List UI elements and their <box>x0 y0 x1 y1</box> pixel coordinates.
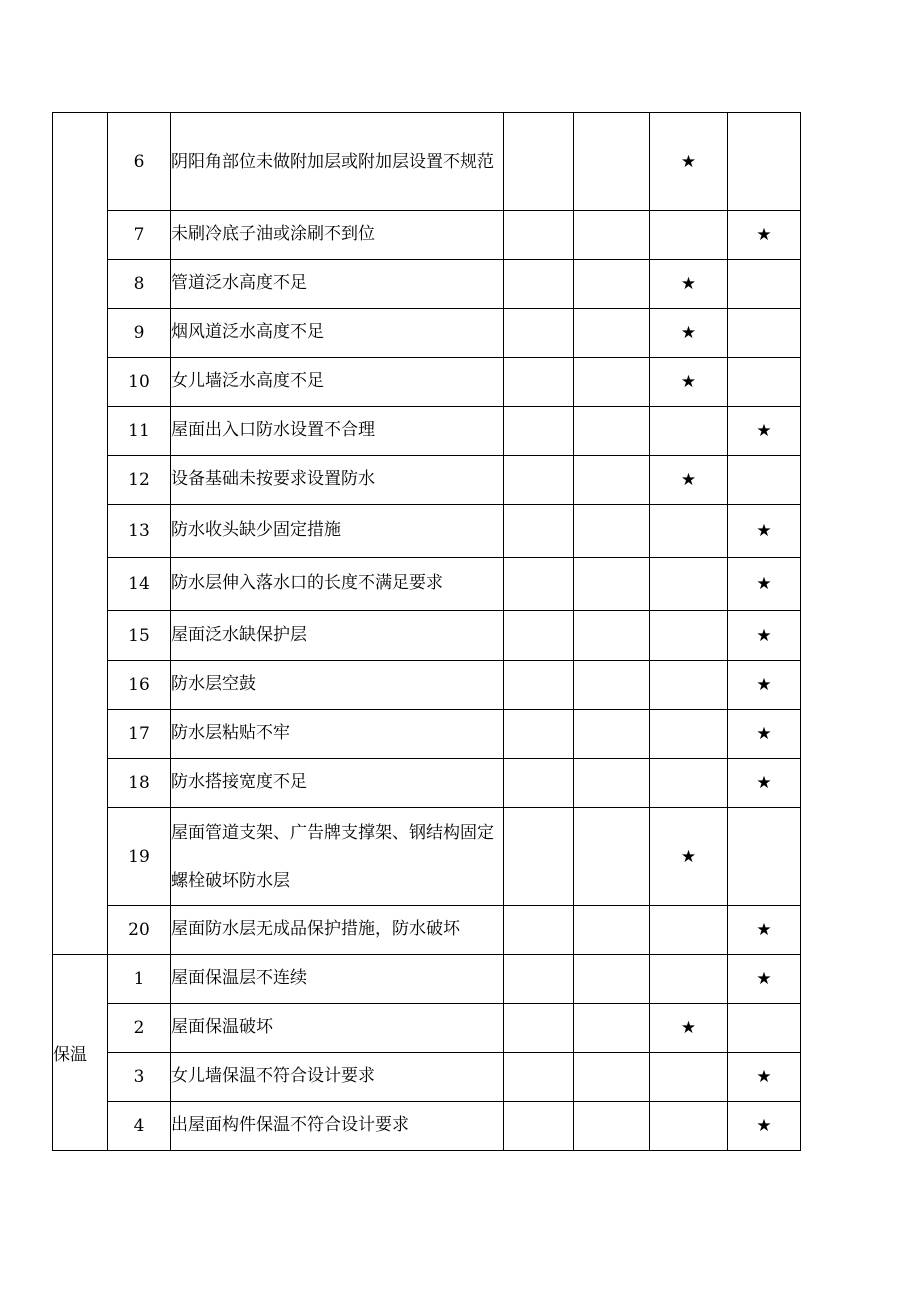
table-row <box>53 906 801 955</box>
grade-cell-3 <box>650 611 728 661</box>
grade-cell-1 <box>504 759 574 808</box>
item-description: 屋面保温层不连续 <box>171 955 504 1004</box>
grade-cell-4 <box>728 456 801 505</box>
grade-cell-2 <box>574 309 650 358</box>
grade-cell-1 <box>504 407 574 456</box>
table-row <box>53 309 801 358</box>
grade-cell-1 <box>504 955 574 1004</box>
item-description: 防水层粘贴不牢 <box>171 710 504 759</box>
grade-cell-4 <box>728 309 801 358</box>
grade-cell-3: ★ <box>650 113 728 211</box>
table-row <box>53 358 801 407</box>
grade-cell-2 <box>574 211 650 260</box>
grade-cell-1 <box>504 661 574 710</box>
grade-cell-4: ★ <box>728 661 801 710</box>
defect-table <box>52 112 801 1151</box>
grade-cell-3: ★ <box>650 309 728 358</box>
item-description: 屋面保温破坏 <box>171 1004 504 1053</box>
grade-cell-3 <box>650 1102 728 1151</box>
grade-cell-4: ★ <box>728 955 801 1004</box>
item-number: 20 <box>108 906 171 955</box>
item-description: 屋面出入口防水设置不合理 <box>171 407 504 456</box>
table-row <box>53 661 801 710</box>
item-number: 16 <box>108 661 171 710</box>
item-description: 防水搭接宽度不足 <box>171 759 504 808</box>
item-description: 烟风道泛水高度不足 <box>171 309 504 358</box>
table-row <box>53 808 801 906</box>
item-description: 屋面防水层无成品保护措施，防水破坏 <box>171 906 504 955</box>
item-number: 12 <box>108 456 171 505</box>
item-number: 7 <box>108 211 171 260</box>
grade-cell-4: ★ <box>728 710 801 759</box>
item-description: 管道泛水高度不足 <box>171 260 504 309</box>
grade-cell-2 <box>574 558 650 611</box>
grade-cell-4: ★ <box>728 1102 801 1151</box>
item-description: 设备基础未按要求设置防水 <box>171 456 504 505</box>
table-row <box>53 407 801 456</box>
grade-cell-2 <box>574 1004 650 1053</box>
grade-cell-2 <box>574 260 650 309</box>
grade-cell-4 <box>728 260 801 309</box>
grade-cell-1 <box>504 558 574 611</box>
grade-cell-1 <box>504 211 574 260</box>
grade-cell-1 <box>504 505 574 558</box>
table-row <box>53 558 801 611</box>
grade-cell-2 <box>574 808 650 906</box>
item-number: 17 <box>108 710 171 759</box>
grade-cell-1 <box>504 1053 574 1102</box>
grade-cell-4: ★ <box>728 1053 801 1102</box>
table-row <box>53 759 801 808</box>
category-cell-waterproofing <box>53 113 108 955</box>
grade-cell-2 <box>574 759 650 808</box>
grade-cell-4: ★ <box>728 906 801 955</box>
item-number: 6 <box>108 113 171 211</box>
grade-cell-3: ★ <box>650 808 728 906</box>
grade-cell-4: ★ <box>728 407 801 456</box>
item-number: 13 <box>108 505 171 558</box>
grade-cell-2 <box>574 113 650 211</box>
grade-cell-2 <box>574 1053 650 1102</box>
grade-cell-4: ★ <box>728 211 801 260</box>
table-row <box>53 211 801 260</box>
grade-cell-3 <box>650 759 728 808</box>
item-description: 防水层空鼓 <box>171 661 504 710</box>
grade-cell-3 <box>650 211 728 260</box>
grade-cell-2 <box>574 358 650 407</box>
grade-cell-3 <box>650 505 728 558</box>
table-row <box>53 1053 801 1102</box>
grade-cell-2 <box>574 906 650 955</box>
grade-cell-3 <box>650 955 728 1004</box>
item-description: 屋面泛水缺保护层 <box>171 611 504 661</box>
grade-cell-3: ★ <box>650 456 728 505</box>
grade-cell-1 <box>504 1102 574 1151</box>
grade-cell-3 <box>650 906 728 955</box>
item-number: 8 <box>108 260 171 309</box>
grade-cell-1 <box>504 456 574 505</box>
grade-cell-3 <box>650 710 728 759</box>
grade-cell-1 <box>504 906 574 955</box>
item-number: 10 <box>108 358 171 407</box>
item-description: 女儿墙保温不符合设计要求 <box>171 1053 504 1102</box>
grade-cell-2 <box>574 1102 650 1151</box>
grade-cell-2 <box>574 611 650 661</box>
item-number: 18 <box>108 759 171 808</box>
item-description: 未刷冷底子油或涂刷不到位 <box>171 211 504 260</box>
grade-cell-1 <box>504 309 574 358</box>
grade-cell-2 <box>574 710 650 759</box>
grade-cell-3: ★ <box>650 260 728 309</box>
grade-cell-1 <box>504 1004 574 1053</box>
category-cell-insulation: 保温 <box>53 955 108 1151</box>
grade-cell-4: ★ <box>728 611 801 661</box>
grade-cell-2 <box>574 407 650 456</box>
grade-cell-3 <box>650 558 728 611</box>
item-description: 防水层伸入落水口的长度不满足要求 <box>171 558 504 611</box>
grade-cell-1 <box>504 710 574 759</box>
table-row <box>53 955 801 1004</box>
grade-cell-3 <box>650 1053 728 1102</box>
grade-cell-4: ★ <box>728 505 801 558</box>
grade-cell-4: ★ <box>728 558 801 611</box>
item-number: 14 <box>108 558 171 611</box>
item-description: 屋面管道支架、广告牌支撑架、钢结构固定螺栓破坏防水层 <box>171 808 504 906</box>
item-number: 1 <box>108 955 171 1004</box>
item-description: 女儿墙泛水高度不足 <box>171 358 504 407</box>
item-description: 出屋面构件保温不符合设计要求 <box>171 1102 504 1151</box>
grade-cell-1 <box>504 260 574 309</box>
grade-cell-3: ★ <box>650 358 728 407</box>
grade-cell-1 <box>504 611 574 661</box>
grade-cell-4 <box>728 113 801 211</box>
table-row <box>53 456 801 505</box>
grade-cell-2 <box>574 456 650 505</box>
grade-cell-1 <box>504 113 574 211</box>
item-number: 19 <box>108 808 171 906</box>
item-number: 2 <box>108 1004 171 1053</box>
grade-cell-4 <box>728 808 801 906</box>
table-row <box>53 1102 801 1151</box>
table-row <box>53 1004 801 1053</box>
grade-cell-4 <box>728 358 801 407</box>
item-description: 防水收头缺少固定措施 <box>171 505 504 558</box>
item-number: 4 <box>108 1102 171 1151</box>
item-number: 9 <box>108 309 171 358</box>
grade-cell-4 <box>728 1004 801 1053</box>
grade-cell-1 <box>504 808 574 906</box>
item-number: 11 <box>108 407 171 456</box>
grade-cell-2 <box>574 661 650 710</box>
grade-cell-2 <box>574 955 650 1004</box>
table-row <box>53 505 801 558</box>
item-number: 3 <box>108 1053 171 1102</box>
grade-cell-1 <box>504 358 574 407</box>
table-row <box>53 611 801 661</box>
table-row <box>53 710 801 759</box>
item-number: 15 <box>108 611 171 661</box>
grade-cell-3 <box>650 407 728 456</box>
grade-cell-2 <box>574 505 650 558</box>
table-row <box>53 113 801 211</box>
grade-cell-3: ★ <box>650 1004 728 1053</box>
grade-cell-4: ★ <box>728 759 801 808</box>
table-row <box>53 260 801 309</box>
grade-cell-3 <box>650 661 728 710</box>
item-description: 阴阳角部位未做附加层或附加层设置不规范 <box>171 113 504 211</box>
